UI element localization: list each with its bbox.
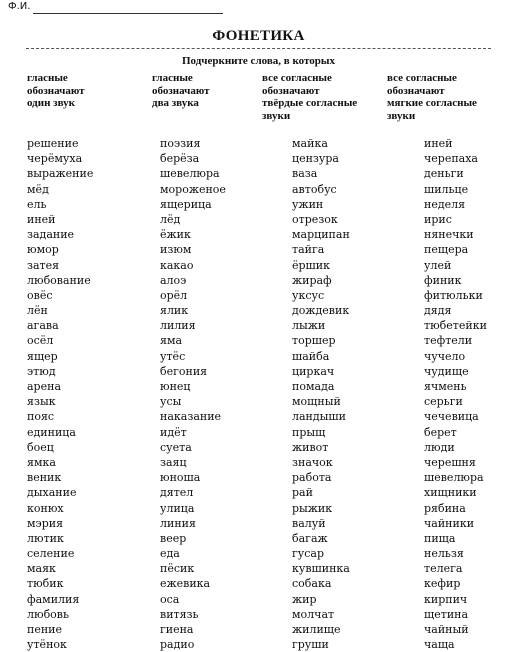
word-item[interactable]: чайники	[424, 516, 475, 530]
word-item[interactable]: груши	[292, 638, 329, 652]
word-item[interactable]: наказание	[160, 410, 222, 424]
word-item[interactable]: нянечки	[424, 228, 474, 242]
word-item[interactable]: ячмень	[424, 380, 467, 393]
heading-line: звуки	[387, 109, 416, 122]
word-item[interactable]: еда	[160, 547, 180, 561]
heading-line: гласные	[152, 72, 193, 84]
word-item[interactable]: шевелюра	[424, 471, 484, 485]
word-item[interactable]: жир	[292, 592, 317, 606]
heading-line: один звук	[27, 97, 75, 109]
word-column-one-sound	[27, 136, 93, 652]
word-item[interactable]: шайба	[292, 349, 330, 363]
word-item[interactable]: орёл	[160, 288, 188, 302]
word-item[interactable]: финик	[424, 273, 462, 287]
word-item[interactable]: бегония	[160, 364, 208, 378]
word-item[interactable]: мороженое	[160, 182, 226, 196]
word-item[interactable]: овёс	[27, 288, 53, 302]
word-item[interactable]: жилище	[292, 623, 341, 636]
word-item[interactable]: ящер	[27, 349, 58, 363]
word-item[interactable]: берет	[424, 425, 457, 439]
word-item[interactable]: чудище	[424, 364, 469, 378]
heading-line: обозначают	[262, 84, 320, 97]
heading-line: все согласные	[387, 72, 457, 84]
word-item[interactable]: лютик	[27, 531, 64, 545]
word-item[interactable]: агава	[27, 319, 59, 333]
word-item[interactable]: лыжи	[292, 319, 326, 333]
word-item[interactable]: помада	[292, 380, 335, 393]
word-item[interactable]: мёд	[27, 182, 49, 196]
word-item[interactable]: щетина	[424, 607, 469, 621]
word-item[interactable]: значок	[292, 455, 333, 469]
word-item[interactable]: оса	[160, 592, 180, 606]
word-item[interactable]: чучело	[424, 349, 466, 363]
word-item[interactable]: пение	[27, 623, 63, 636]
word-item[interactable]: ирис	[424, 212, 452, 226]
word-item[interactable]: фитюльки	[424, 288, 483, 302]
word-item[interactable]: жираф	[292, 273, 332, 287]
word-item[interactable]: рыжик	[292, 501, 333, 515]
word-item[interactable]: телега	[424, 562, 463, 576]
word-item[interactable]: гусар	[292, 547, 324, 561]
word-item[interactable]: чечевица	[424, 410, 479, 424]
heading-line: обозначают	[27, 84, 85, 97]
word-item[interactable]: ужин	[292, 197, 324, 211]
word-item[interactable]: дыхание	[27, 486, 77, 500]
word-item[interactable]: юнец	[160, 380, 191, 393]
word-column-hard-consonants	[292, 136, 350, 652]
word-item[interactable]: дождевик	[292, 304, 350, 318]
word-item[interactable]: шевелюра	[160, 167, 220, 181]
word-item[interactable]: кирпич	[424, 592, 468, 606]
word-item[interactable]: осёл	[27, 334, 54, 348]
word-item[interactable]: лилия	[160, 319, 196, 333]
heading-line: твёрдые согласные	[262, 97, 358, 109]
heading-line: мягкие согласные	[387, 97, 477, 109]
word-item[interactable]: боец	[27, 440, 54, 454]
word-item[interactable]: автобус	[292, 182, 337, 196]
word-item[interactable]: усы	[160, 395, 182, 409]
word-item[interactable]: марципан	[292, 228, 350, 242]
word-item[interactable]: этюд	[27, 364, 56, 378]
word-item[interactable]: ландыши	[292, 410, 346, 424]
word-column-two-sounds	[160, 136, 226, 652]
word-item[interactable]: кефир	[424, 577, 461, 591]
word-item[interactable]: тюбик	[27, 577, 64, 591]
word-item[interactable]: отрезок	[292, 212, 338, 226]
word-item[interactable]: иней	[27, 212, 56, 226]
word-item[interactable]: пища	[424, 531, 456, 545]
word-item[interactable]: майка	[292, 137, 328, 150]
word-item[interactable]: мэрия	[27, 516, 64, 530]
word-item[interactable]: язык	[27, 395, 56, 409]
word-item[interactable]: любование	[27, 273, 91, 287]
word-item[interactable]: дятел	[160, 486, 194, 500]
word-item[interactable]: ежевика	[160, 577, 211, 591]
word-item[interactable]: линия	[160, 516, 196, 530]
heading-line: два звука	[152, 97, 199, 109]
column-heading-4	[387, 72, 477, 122]
word-item[interactable]: чаща	[424, 638, 455, 652]
word-item[interactable]: единица	[27, 425, 76, 439]
word-item[interactable]: цензура	[292, 152, 339, 166]
word-item[interactable]: лён	[27, 304, 48, 318]
column-heading-1	[27, 72, 85, 110]
word-item[interactable]: собака	[292, 577, 332, 591]
word-item[interactable]: изюм	[160, 243, 192, 257]
word-item[interactable]: пёсик	[160, 562, 195, 576]
word-item[interactable]: торшер	[292, 334, 336, 348]
word-item[interactable]: веер	[160, 531, 187, 545]
word-item[interactable]: фамилия	[27, 592, 80, 606]
word-item[interactable]: ваза	[292, 167, 318, 181]
word-item[interactable]: витязь	[160, 607, 199, 621]
word-item[interactable]: арена	[27, 380, 61, 393]
word-item[interactable]: ямка	[27, 455, 56, 469]
word-item[interactable]: чайный	[424, 623, 469, 636]
word-item[interactable]: кувшинка	[292, 562, 350, 576]
word-item[interactable]: тюбетейки	[424, 319, 487, 333]
word-item[interactable]: задание	[27, 228, 75, 242]
word-item[interactable]: черепаха	[424, 152, 478, 166]
column-heading-2	[152, 72, 210, 110]
word-item[interactable]: маяк	[27, 562, 56, 576]
word-column-soft-consonants	[424, 136, 487, 652]
heading-line: звуки	[262, 109, 291, 122]
word-item[interactable]: гиена	[160, 623, 194, 636]
word-item[interactable]: веник	[27, 471, 62, 485]
word-item[interactable]: багаж	[292, 531, 328, 545]
word-item[interactable]: пояс	[27, 410, 55, 424]
word-item[interactable]: яма	[160, 334, 183, 348]
fio-blank-line	[33, 13, 223, 14]
word-item[interactable]: дядя	[424, 304, 452, 318]
word-item[interactable]: люди	[424, 440, 455, 454]
word-item[interactable]: конюх	[27, 501, 64, 515]
column-heading-3	[262, 72, 357, 122]
word-item[interactable]: циркач	[292, 364, 335, 378]
word-item[interactable]: шильце	[424, 182, 469, 196]
heading-line: обозначают	[152, 84, 210, 97]
word-item[interactable]: юмор	[27, 243, 59, 257]
word-item[interactable]: иней	[424, 137, 453, 150]
word-item[interactable]: мощный	[292, 395, 341, 409]
word-item[interactable]: черешня	[424, 455, 476, 469]
word-item[interactable]: живот	[292, 440, 329, 454]
word-item[interactable]: уксус	[292, 288, 325, 302]
word-item[interactable]: берёза	[160, 152, 200, 166]
word-item[interactable]: решение	[27, 137, 79, 150]
word-item[interactable]: алоэ	[160, 273, 187, 287]
word-item[interactable]: ялик	[160, 304, 189, 318]
word-item[interactable]: валуй	[292, 516, 326, 530]
word-item[interactable]: ель	[27, 197, 47, 211]
word-item[interactable]: молчат	[292, 607, 335, 621]
heading-line: обозначают	[387, 84, 445, 97]
word-item[interactable]: селение	[27, 547, 75, 561]
word-item[interactable]: рай	[292, 486, 313, 500]
word-item[interactable]: улица	[160, 501, 195, 515]
word-item[interactable]: утёс	[160, 349, 186, 363]
word-item[interactable]: тайга	[292, 243, 325, 257]
word-item[interactable]: улей	[424, 258, 452, 272]
word-item[interactable]: утёнок	[27, 638, 67, 652]
word-item[interactable]: ёршик	[292, 258, 330, 272]
word-item[interactable]: неделя	[424, 197, 466, 211]
word-item[interactable]: рябина	[424, 501, 466, 515]
word-item[interactable]: затея	[27, 258, 60, 272]
heading-line: все согласные	[262, 72, 332, 84]
word-item[interactable]: какао	[160, 258, 194, 272]
word-item[interactable]: лёд	[160, 212, 181, 226]
word-item[interactable]: радио	[160, 638, 195, 652]
word-item[interactable]: любовь	[27, 607, 69, 621]
word-item[interactable]: черёмуха	[27, 152, 83, 166]
word-item[interactable]: тефтели	[424, 334, 473, 348]
heading-line: гласные	[27, 72, 68, 84]
word-item[interactable]: ёжик	[160, 228, 191, 242]
word-item[interactable]: нельзя	[424, 547, 464, 561]
title-divider	[26, 48, 491, 49]
word-item[interactable]: юноша	[160, 471, 201, 485]
word-item[interactable]: ящерица	[160, 197, 212, 211]
word-item[interactable]: поэзия	[160, 137, 201, 150]
word-item[interactable]: прыщ	[292, 425, 326, 439]
word-item[interactable]: серьги	[424, 395, 463, 409]
word-item[interactable]: деньги	[424, 167, 464, 181]
word-item[interactable]: суета	[160, 440, 192, 454]
word-item[interactable]: работа	[292, 471, 332, 485]
word-item[interactable]: хищники	[424, 486, 477, 500]
word-item[interactable]: идёт	[160, 425, 187, 439]
page-title: ФОНЕТИКА	[212, 28, 305, 44]
word-item[interactable]: заяц	[160, 455, 187, 469]
fio-label: Ф.И.	[8, 1, 31, 12]
word-item[interactable]: пещера	[424, 243, 469, 257]
instruction-text: Подчеркните слова, в которых	[182, 55, 335, 67]
word-item[interactable]: выражение	[27, 167, 94, 181]
